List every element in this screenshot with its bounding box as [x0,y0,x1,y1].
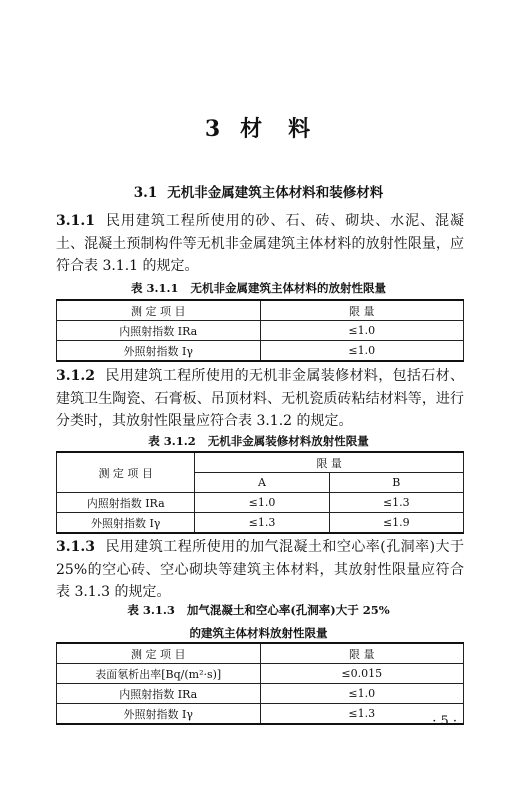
cell-limit: ≤1.0 [260,684,464,704]
clause-text: 民用建筑工程所使用的无机非金属装修材料，包括石材、建筑卫生陶瓷、石膏板、吊顶材料、无机瓷质砖粘结材料等，进行分类时，其放射性限量应符合表 3.1.2 的规定。 [56,368,464,429]
cell-class-b: ≤1.3 [329,493,463,513]
cell-item: 表面氡析出率[Bq/(m²·s)] [57,664,261,684]
section-title: 无机非金属建筑主体材料和装修材料 [167,185,384,201]
table-3-1-1-caption [0,280,517,296]
page-number: · 5 · [432,714,457,729]
header-limit: 限 量 [260,300,464,321]
cell-item: 内照射指数 IRa [57,684,261,704]
cell-limit: ≤1.3 [260,704,464,725]
caption-number: 表 3.1.2 [148,434,196,448]
table-row [57,493,464,513]
cell-limit: ≤1.0 [260,341,464,362]
table-3-1-1 [56,299,464,362]
cell-item: 内照射指数 IRa [57,321,261,341]
table-row [57,321,464,341]
table-row [57,664,464,684]
cell-item: 内照射指数 IRa [57,493,195,513]
table-3-1-3 [56,642,464,725]
header-limit: 限 量 [260,643,464,664]
caption-number: 表 3.1.1 [130,281,179,295]
clause-number: 3.1.2 [56,368,95,384]
caption-title-1: 加气混凝土和空心率(孔洞率)大于 25% [186,603,390,617]
caption-title: 无机非金属装修材料放射性限量 [207,434,369,448]
chapter-heading [0,112,517,143]
table-3-1-3-caption-line-2 [0,625,517,641]
chapter-title-char-1: 材 [240,116,265,142]
header-item: 测 定 项 目 [57,452,195,493]
clause-3-1-1 [56,210,464,278]
chapter-number: 3 [204,116,223,142]
cell-item: 外照射指数 Iγ [57,513,195,534]
section-number: 3.1 [133,185,158,201]
cell-class-a: ≤1.0 [195,493,329,513]
table-3-1-3-caption-line-1 [0,602,517,618]
header-limit: 限 量 [195,452,464,473]
cell-item: 外照射指数 Iγ [57,341,261,362]
clause-number: 3.1.3 [56,539,95,555]
table-header-row [57,643,464,664]
clause-3-1-2 [56,365,464,433]
clause-text: 民用建筑工程所使用的砂、石、砖、砌块、水泥、混凝土、混凝土预制构件等无机非金属建筑主体材料的放射性限量，应符合表 3.1.1 的规定。 [56,213,464,274]
caption-number: 表 3.1.3 [127,603,175,617]
header-class-a: A [195,473,329,493]
section-heading [0,181,517,201]
header-class-b: B [329,473,463,493]
caption-title: 无机非金属建筑主体材料的放射性限量 [190,281,387,295]
table-row [57,341,464,362]
caption-title-2: 的建筑主体材料放射性限量 [189,626,328,640]
header-item: 测 定 项 目 [57,643,261,664]
table-3-1-2 [56,451,464,534]
clause-number: 3.1.1 [56,213,95,229]
table-header-row [57,452,464,473]
header-item: 测 定 项 目 [57,300,261,321]
table-row [57,513,464,534]
table-row [57,704,464,725]
cell-limit: ≤1.0 [260,321,464,341]
clause-3-1-3 [56,536,464,604]
cell-class-a: ≤1.3 [195,513,329,534]
cell-class-b: ≤1.9 [329,513,463,534]
cell-item: 外照射指数 Iγ [57,704,261,725]
cell-limit: ≤0.015 [260,664,464,684]
chapter-title-char-2: 料 [288,116,313,142]
table-row [57,684,464,704]
table-header-row [57,300,464,321]
clause-text: 民用建筑工程所使用的加气混凝土和空心率(孔洞率)大于 25%的空心砖、空心砌块等建筑主体材料，其放射性限量应符合表 3.1.3 的规定。 [56,539,464,600]
table-3-1-2-caption [0,433,517,449]
